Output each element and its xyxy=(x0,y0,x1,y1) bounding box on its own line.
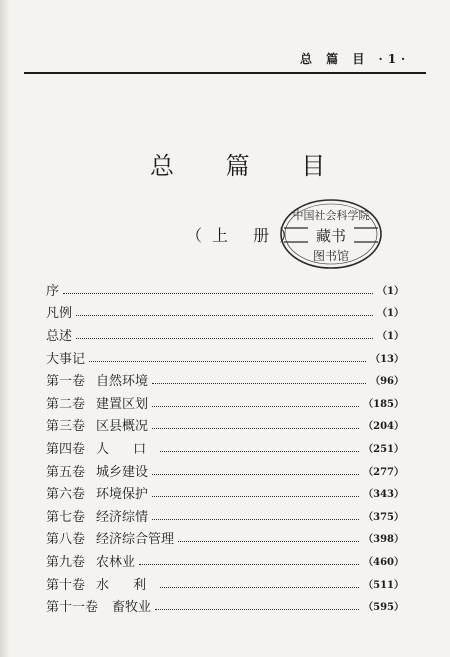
toc-entry-volume-number: 第十一卷 xyxy=(46,600,99,616)
toc-entry xyxy=(46,346,404,369)
toc-dot-leader xyxy=(76,326,373,339)
toc-dot-leader xyxy=(178,529,359,542)
toc-entry xyxy=(46,368,404,391)
running-header: 总 篇 目 ·1· xyxy=(300,52,411,66)
toc-entry-title: 环境保护 xyxy=(96,487,149,503)
toc-entry-title: 农林业 xyxy=(96,554,136,570)
toc-dot-leader xyxy=(160,439,359,452)
toc-dot-leader xyxy=(89,349,366,362)
toc-entry-title: 经济综合管理 xyxy=(96,532,175,548)
toc-entry-title: 建置区划 xyxy=(96,396,149,412)
header-rule xyxy=(24,72,426,74)
toc-entry xyxy=(46,414,404,437)
toc-dot-leader xyxy=(152,371,366,384)
toc-dot-leader xyxy=(152,416,359,429)
toc-entry-page-number: （185） xyxy=(363,398,404,410)
table-of-contents xyxy=(46,278,404,617)
page-title: 总 篇 目 xyxy=(150,152,348,180)
toc-entry xyxy=(46,301,404,324)
toc-entry-page-number: （375） xyxy=(363,511,404,523)
toc-entry xyxy=(46,572,404,595)
toc-entry-page-number: （511） xyxy=(363,579,404,591)
toc-entry-title: 凡例 xyxy=(46,306,73,322)
toc-entry-title: 城乡建设 xyxy=(96,464,149,480)
toc-dot-leader xyxy=(152,394,359,407)
toc-entry-volume-number: 第五卷 xyxy=(46,464,86,480)
toc-entry xyxy=(46,391,404,414)
svg-text:藏书: 藏书 xyxy=(315,227,347,245)
toc-entry xyxy=(46,594,404,617)
toc-entry-volume-number: 第八卷 xyxy=(46,532,86,548)
toc-dot-leader xyxy=(152,462,359,475)
toc-entry-title: 经济综情 xyxy=(96,509,149,525)
toc-entry-volume-number: 第十卷 xyxy=(46,577,86,593)
toc-entry-page-number: （204） xyxy=(363,421,404,433)
toc-entry-title: 人 口 xyxy=(96,441,157,457)
toc-entry-title: 序 xyxy=(46,283,60,299)
toc-entry-page-number: （277） xyxy=(363,466,404,478)
toc-dot-leader xyxy=(76,303,373,316)
toc-dot-leader xyxy=(139,552,359,565)
toc-entry xyxy=(46,504,404,527)
toc-entry-volume-number: 第九卷 xyxy=(46,554,86,570)
svg-text:图书馆: 图书馆 xyxy=(312,249,350,263)
toc-entry-page-number: （251） xyxy=(363,443,404,455)
svg-text:中国社会科学院: 中国社会科学院 xyxy=(292,209,370,222)
toc-entry-title: 畜牧业 xyxy=(112,600,152,616)
toc-entry-page-number: （398） xyxy=(363,534,404,546)
toc-entry-title: 区县概况 xyxy=(96,419,149,435)
toc-dot-leader xyxy=(152,507,359,520)
toc-entry-volume-number: 第四卷 xyxy=(46,441,86,457)
toc-dot-leader xyxy=(155,597,359,610)
toc-entry xyxy=(46,459,404,482)
toc-entry-page-number: （460） xyxy=(363,556,404,568)
toc-entry xyxy=(46,481,404,504)
volume-label: （上 册） xyxy=(186,226,306,245)
toc-entry xyxy=(46,323,404,346)
toc-entry-volume-number: 第一卷 xyxy=(46,374,86,390)
toc-entry-title: 大事记 xyxy=(46,351,86,367)
toc-entry-page-number: （343） xyxy=(363,489,404,501)
toc-entry-page-number: （595） xyxy=(363,602,404,614)
toc-entry-title: 水 利 xyxy=(96,577,157,593)
toc-dot-leader xyxy=(152,484,359,497)
toc-entry xyxy=(46,436,404,459)
toc-entry xyxy=(46,527,404,550)
toc-entry-page-number: （1） xyxy=(377,330,404,342)
toc-entry-page-number: （1） xyxy=(377,285,404,297)
toc-entry xyxy=(46,549,404,572)
toc-dot-leader xyxy=(160,575,359,588)
toc-entry-volume-number: 第三卷 xyxy=(46,419,86,435)
toc-entry-volume-number: 第六卷 xyxy=(46,487,86,503)
library-seal-stamp xyxy=(278,198,384,270)
toc-entry-page-number: （96） xyxy=(370,376,404,388)
toc-dot-leader xyxy=(63,281,373,294)
toc-entry xyxy=(46,278,404,301)
toc-entry-page-number: （13） xyxy=(370,353,404,365)
toc-entry-volume-number: 第二卷 xyxy=(46,396,86,412)
toc-entry-title: 自然环境 xyxy=(96,374,149,390)
toc-entry-page-number: （1） xyxy=(377,308,404,320)
toc-entry-title: 总述 xyxy=(46,328,73,344)
toc-entry-volume-number: 第七卷 xyxy=(46,509,86,525)
page-binding-edge xyxy=(0,0,10,657)
